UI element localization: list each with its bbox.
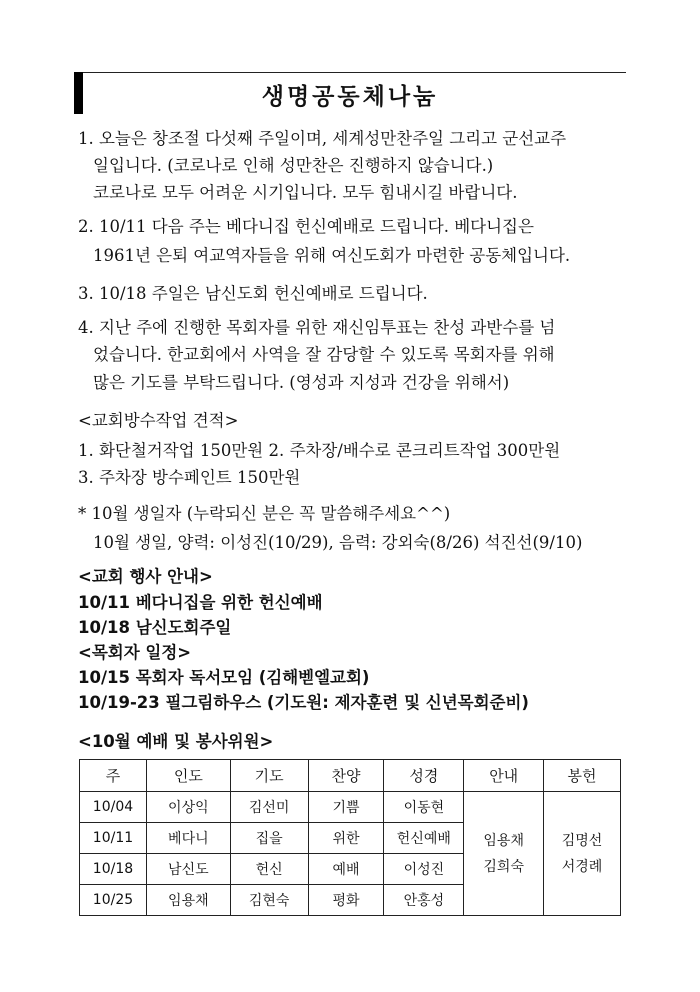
birthday-line-2: 10월 생일, 양력: 이성진(10/29), 음력: 강외숙(8/26) 석진선(9/10) [93,533,583,552]
column-header: 봉헌 [544,760,621,792]
table-cell: 기쁨 [308,792,384,823]
table-cell: 10/04 [80,792,147,823]
table-cell: 위한 [308,823,384,854]
table-cell: 이성진 [384,854,464,885]
events-heading: <교회 행사 안내> [78,567,213,586]
table-cell: 이상익 [146,792,230,823]
offering-cell [544,792,621,916]
column-header: 안내 [464,760,544,792]
table-row [80,792,621,823]
table-cell: 임용채 [146,885,230,916]
worship-heading: <10월 예배 및 봉사위원> [78,732,274,751]
estimate-line-2: 3. 주차장 방수페인트 150만원 [78,468,301,487]
table-cell: 이동현 [384,792,464,823]
pastor-schedule-item: 10/19-23 필그림하우스 (기도원: 제자훈련 및 신년목회준비) [78,693,529,712]
table-cell: 집을 [230,823,308,854]
table-cell: 헌신 [230,854,308,885]
announcement-4-line-2: 었습니다. 한교회에서 사역을 잘 감당할 수 있도록 목회자를 위해 [93,345,555,364]
column-header: 주 [80,760,147,792]
table-cell: 남신도 [146,854,230,885]
event-item: 10/18 남신도회주일 [78,618,232,637]
announcement-4-line-1: 4. 지난 주에 진행한 목회자를 위한 재신임투표는 찬성 과반수를 넘 [78,318,556,337]
worship-table [79,759,621,916]
guide-name: 김희숙 [483,858,524,875]
column-header: 인도 [146,760,230,792]
announcement-4-line-3: 많은 기도를 부탁드립니다. (영성과 지성과 건강을 위해서) [93,373,510,392]
guide-cell [464,792,544,916]
table-cell: 10/25 [80,885,147,916]
page-title: 생명공동체나눔 [261,84,439,110]
table-header-row [80,760,621,792]
estimate-heading: <교회방수작업 견적> [78,411,239,430]
title-rule [74,72,626,73]
offering-name: 김명선 [561,832,603,849]
table-cell: 김현숙 [230,885,308,916]
table-cell: 헌신예배 [384,823,464,854]
offering-name: 서경례 [561,858,603,875]
column-header: 성경 [384,760,464,792]
announcement-1-line-3: 코로나로 모두 어려운 시기입니다. 모두 힘내시길 바랍니다. [93,183,518,202]
column-header: 찬양 [308,760,384,792]
announcement-2-line-2: 1961년 은퇴 여교역자들을 위해 여신도회가 마련한 공동체입니다. [93,246,571,265]
event-item: 10/11 베다니집을 위한 헌신예배 [78,593,323,612]
announcement-1-line-2: 일입니다. (코로나로 인해 성만찬은 진행하지 않습니다.) [93,156,494,175]
table-cell: 안홍성 [384,885,464,916]
table-cell: 베다니 [146,823,230,854]
table-cell: 김선미 [230,792,308,823]
announcement-1-line-1: 1. 오늘은 창조절 다섯째 주일이며, 세계성만찬주일 그리고 군선교주 [78,129,567,148]
table-cell: 예배 [308,854,384,885]
announcement-3: 3. 10/18 주일은 남신도회 헌신예배로 드립니다. [78,284,428,303]
table-cell: 평화 [308,885,384,916]
estimate-line-1: 1. 화단철거작업 150만원 2. 주차장/배수로 콘크리트작업 300만원 [78,441,561,460]
column-header: 기도 [230,760,308,792]
pastor-schedule-item: 10/15 목회자 독서모임 (김해벧엘교회) [78,668,370,687]
table-cell: 10/11 [80,823,147,854]
announcement-2-line-1: 2. 10/11 다음 주는 베다니집 헌신예배로 드립니다. 베다니집은 [78,217,534,236]
title-bar [74,72,626,114]
birthday-line-1: * 10월 생일자 (누락되신 분은 꼭 말씀해주세요^^) [78,504,451,523]
pastor-schedule-heading: <목회자 일정> [78,643,192,662]
table-cell: 10/18 [80,854,147,885]
guide-name: 임용채 [483,832,524,849]
